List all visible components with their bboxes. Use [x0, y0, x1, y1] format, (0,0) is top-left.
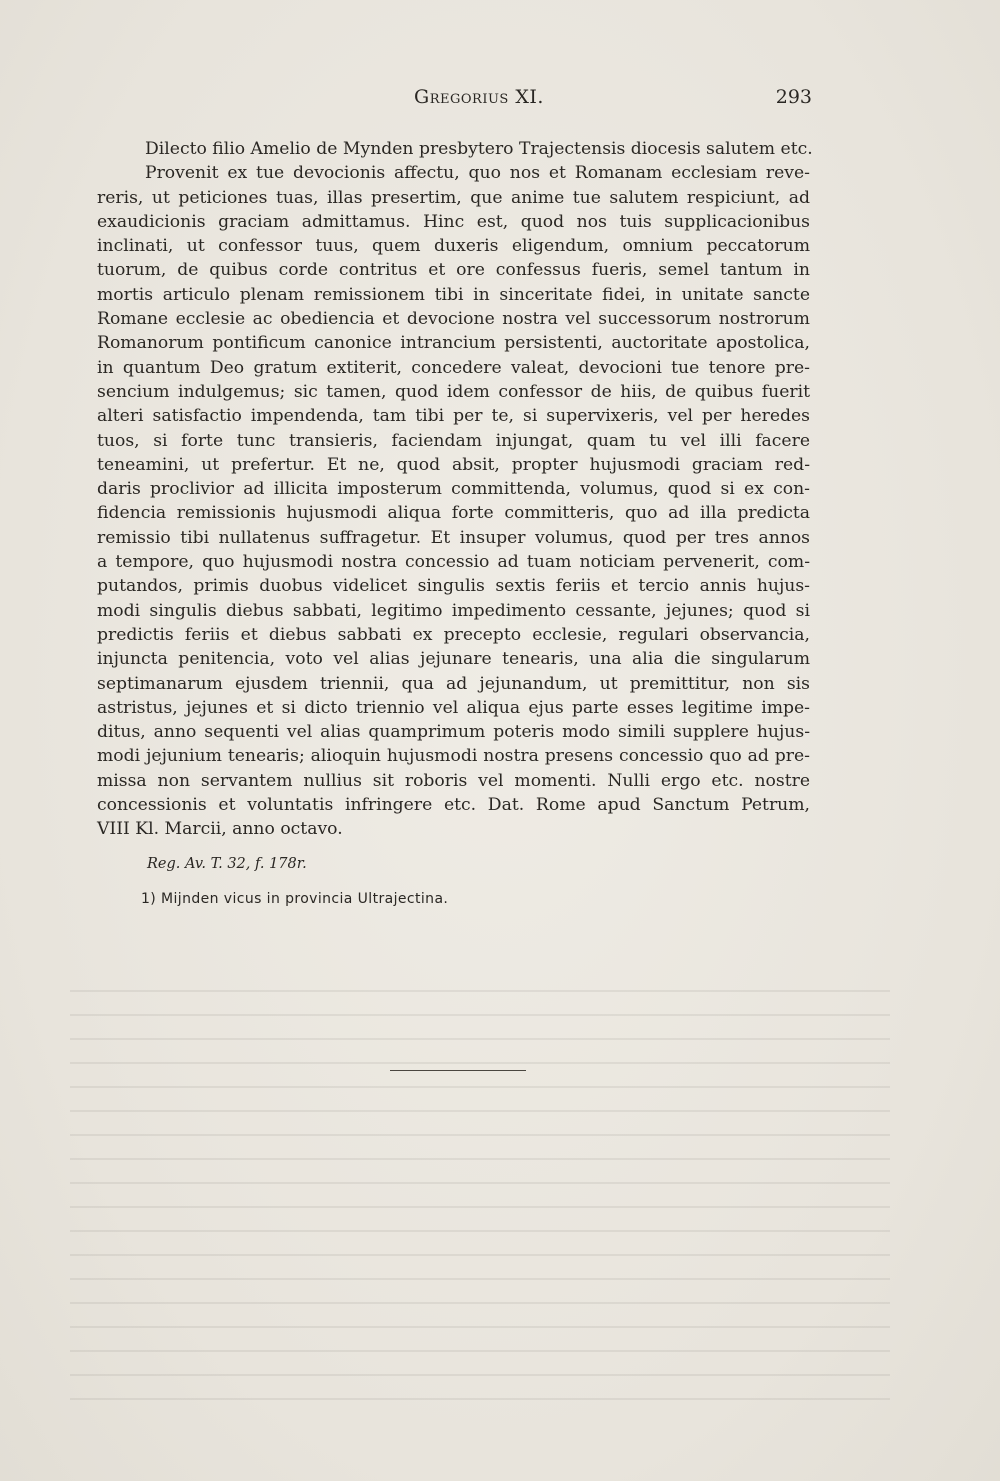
- text-line: Romane ecclesie ac obediencia et devocione nostra vel successorum nostrorum: [97, 309, 810, 330]
- text-line: ditus, anno sequenti vel alias quamprimum poteris modo simili supplere hujus-: [97, 722, 810, 743]
- footnote: 1) Mijnden vicus in provincia Ultrajectina.: [141, 891, 449, 907]
- text-line: remissio tibi nullatenus suffragetur. Et insuper volumus, quod per tres annos: [97, 527, 810, 548]
- text-line: missa non servantem nullius sit roboris vel momenti. Nulli ergo etc. nostre: [97, 770, 810, 791]
- end-rule: [390, 1070, 526, 1071]
- running-head: [96, 86, 812, 114]
- text-line: modi jejunium tenearis; alioquin hujusmodi nostra presens concessio quo ad pre-: [97, 746, 810, 767]
- text-line: Romanorum pontificum canonice intrancium persistenti, auctoritate apostolica,: [97, 333, 810, 354]
- text-line: predictis feriis et diebus sabbati ex precepto ecclesie, regulari observancia,: [97, 624, 810, 645]
- text-line: tuorum, de quibus corde contritus et ore confessus fueris, semel tantum in: [97, 260, 810, 281]
- page-title: Gregorius XI.: [414, 86, 544, 108]
- bleed-through-texture: [70, 990, 890, 1410]
- text-line: sencium indulgemus; sic tamen, quod idem confessor de hiis, de quibus fuerit: [97, 381, 810, 402]
- text-line: daris proclivior ad illicita imposterum committenda, volumus, quod si ex con-: [97, 479, 810, 500]
- text-line: inclinati, ut confessor tuus, quem duxeris eligendum, omnium peccatorum: [97, 236, 810, 257]
- register-citation: Reg. Av. T. 32, f. 178r.: [147, 856, 307, 872]
- text-line: injuncta penitencia, voto vel alias jejunare tenearis, una alia die singularum: [97, 649, 810, 670]
- text-line: tuos, si forte tunc transieris, faciendam injungat, quam tu vel illi facere: [97, 430, 810, 451]
- text-line: fidencia remissionis hujusmodi aliqua forte committeris, quo ad illa predicta: [97, 503, 810, 524]
- letter-body: [97, 137, 813, 842]
- text-line: a tempore, quo hujusmodi nostra concessio ad tuam noticiam pervenerit, com-: [97, 552, 810, 573]
- text-line: in quantum Deo gratum extiterit, concedere valeat, devocioni tue tenore pre-: [97, 357, 810, 378]
- text-line: alteri satisfactio impendenda, tam tibi per te, si supervixeris, vel per heredes: [97, 406, 810, 427]
- text-line: exaudicionis graciam admittamus. Hinc est, quod nos tuis supplicacionibus: [97, 211, 810, 232]
- text-line: astristus, jejunes et si dicto triennio vel aliqua ejus parte esses legitime impe-: [97, 697, 810, 718]
- text-line: teneamini, ut prefertur. Et ne, quod absit, propter hujusmodi graciam red-: [97, 454, 810, 475]
- text-line: reris, ut peticiones tuas, illas presertim, que anime tue salutem respiciunt, ad: [97, 187, 810, 208]
- text-line: Dilecto filio Amelio de Mynden presbytero Trajectensis diocesis salutem etc.: [145, 139, 813, 159]
- text-line: Provenit ex tue devocionis affectu, quo nos et Romanam ecclesiam reve-: [145, 163, 810, 184]
- text-line: concessionis et voluntatis infringere etc. Dat. Rome apud Sanctum Petrum,: [97, 795, 810, 816]
- text-line: septimanarum ejusdem triennii, qua ad jejunandum, ut premittitur, non sis: [97, 673, 810, 694]
- text-line: modi singulis diebus sabbati, legitimo impedimento cessante, jejunes; quod si: [97, 600, 810, 621]
- text-line: VIII Kl. Marcii, anno octavo.: [97, 819, 343, 840]
- text-line: putandos, primis duobus videlicet singulis sextis feriis et tercio annis hujus-: [97, 576, 810, 597]
- text-line: mortis articulo plenam remissionem tibi in sinceritate fidei, in unitate sancte: [97, 284, 810, 305]
- page-number: 293: [775, 86, 812, 108]
